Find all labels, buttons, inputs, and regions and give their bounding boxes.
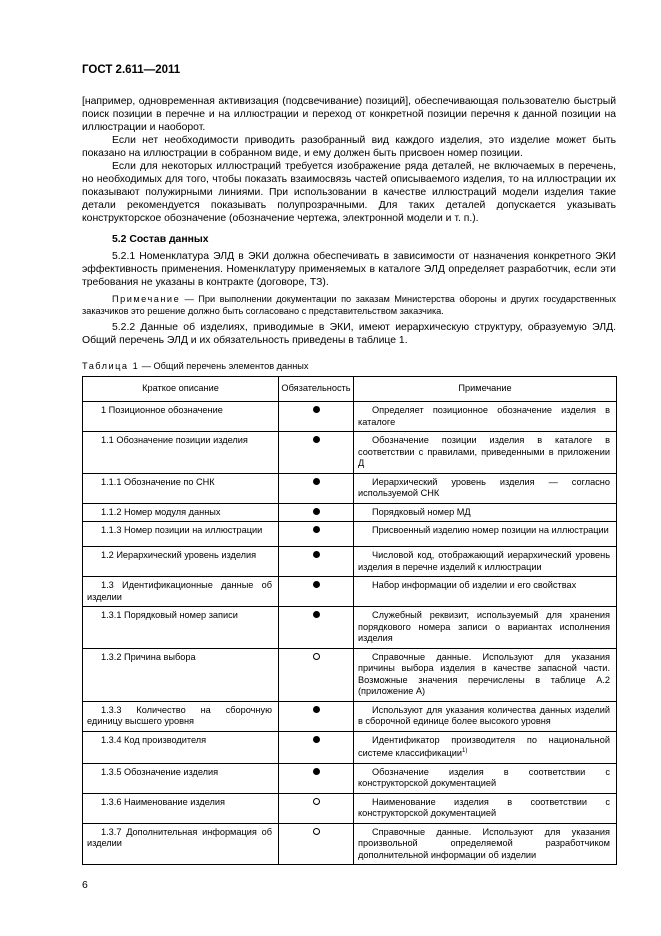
row-note bbox=[354, 402, 617, 432]
row-note-text: Иерархический уровень изделия — согласно используемой СНК bbox=[358, 476, 610, 498]
table-row bbox=[83, 503, 617, 522]
row-mandatory bbox=[279, 503, 354, 522]
header-mandatory: Обязательность bbox=[279, 377, 354, 402]
row-mandatory bbox=[279, 731, 354, 763]
row-note-text: Присвоенный изделию номер позиции на иллюстрации bbox=[372, 525, 609, 535]
row-note bbox=[354, 763, 617, 793]
row-mandatory bbox=[279, 522, 354, 547]
row-note-text: Идентификатор производителя по национальной системе классификации bbox=[358, 734, 610, 759]
row-note-text: Наименование изделия в соответствии с конструкторской документацией bbox=[358, 796, 610, 819]
row-note bbox=[354, 473, 617, 503]
row-description: 1.1 Обозначение позиции изделия bbox=[83, 432, 279, 474]
row-description: 1.1.1 Обозначение по СНК bbox=[83, 473, 279, 503]
table-row bbox=[83, 793, 617, 823]
note-text: — При выполнении документации по заказам Министерства обороны и других государственных заказчиков это решение должно быть согласовано с представительством заказчика. bbox=[82, 294, 616, 316]
mandatory-filled-circle-icon bbox=[313, 611, 320, 618]
row-note bbox=[354, 731, 617, 763]
row-note bbox=[354, 522, 617, 547]
mandatory-filled-circle-icon bbox=[313, 551, 320, 558]
optional-open-circle-icon bbox=[313, 653, 320, 660]
row-description: 1.3.2 Причина выбора bbox=[83, 648, 279, 701]
row-description: 1 Позиционное обозначение bbox=[83, 402, 279, 432]
mandatory-filled-circle-icon bbox=[313, 478, 320, 485]
table-row bbox=[83, 577, 617, 607]
section-heading: 5.2 Состав данных bbox=[112, 234, 209, 245]
row-note-text: Обозначение изделия в соответствии с конструкторской документацией bbox=[358, 766, 610, 789]
row-description: 1.3.4 Код производителя bbox=[83, 731, 279, 763]
row-description: 1.2 Иерархический уровень изделия bbox=[83, 547, 279, 577]
row-mandatory bbox=[279, 577, 354, 607]
row-mandatory bbox=[279, 432, 354, 474]
row-description: 1.3.5 Обозначение изделия bbox=[83, 763, 279, 793]
table-row bbox=[83, 522, 617, 547]
row-note-text: Порядковый номер МД bbox=[372, 506, 471, 517]
mandatory-filled-circle-icon bbox=[313, 526, 320, 533]
row-note-text: Набор информации об изделии и его свойствах bbox=[372, 580, 577, 590]
header-note: Примечание bbox=[354, 377, 617, 402]
mandatory-filled-circle-icon bbox=[313, 406, 320, 413]
row-description: 1.3 Идентификационные данные об изделии bbox=[83, 577, 279, 607]
mandatory-filled-circle-icon bbox=[313, 706, 320, 713]
table-row bbox=[83, 763, 617, 793]
row-note-text: Служебный реквизит, используемый для хранения порядкового номера записи о вариантах исполнения изделия bbox=[358, 610, 610, 643]
row-note-text: Используют для указания количества данных изделий в сборочной единице более высокого уровня bbox=[358, 704, 610, 726]
row-mandatory bbox=[279, 402, 354, 432]
table-body bbox=[83, 402, 617, 865]
mandatory-filled-circle-icon bbox=[313, 736, 320, 743]
row-mandatory bbox=[279, 763, 354, 793]
table-row bbox=[83, 701, 617, 731]
row-note bbox=[354, 547, 617, 577]
body-text bbox=[82, 95, 616, 347]
note bbox=[82, 293, 616, 317]
row-note bbox=[354, 503, 617, 522]
paragraph-1: [например, одновременная активизация (подсвечивание) позиций], обеспечивающая пользователю быстрый поиск позиции в перечне и на иллюстрации и переход от конкретной позиции перечня к данной позиции на иллюстрации и наоборот. bbox=[82, 96, 616, 133]
page-number: 6 bbox=[82, 880, 88, 891]
data-elements-table bbox=[82, 376, 617, 865]
row-note bbox=[354, 607, 617, 649]
table-row bbox=[83, 648, 617, 701]
row-mandatory bbox=[279, 793, 354, 823]
paragraph-2: Если нет необходимости приводить разобранный вид каждого изделия, это изделие может быть показано на иллюстрации в собранном виде, и ему должен быть присвоен номер позиции. bbox=[82, 135, 616, 159]
row-note-text: Справочные данные. Используют для указания причины выбора изделия в качестве запасной части. Возможные значения перечислены в таблице А.2 (приложение А) bbox=[358, 651, 610, 696]
row-description: 1.1.2 Номер модуля данных bbox=[83, 503, 279, 522]
note-label: Примечание bbox=[112, 294, 181, 304]
row-note bbox=[354, 701, 617, 731]
row-note bbox=[354, 793, 617, 823]
optional-open-circle-icon bbox=[313, 828, 320, 835]
table-row bbox=[83, 432, 617, 474]
row-description: 1.1.3 Номер позиции на иллюстрации bbox=[83, 522, 279, 547]
row-mandatory bbox=[279, 701, 354, 731]
row-mandatory bbox=[279, 547, 354, 577]
row-mandatory bbox=[279, 473, 354, 503]
row-note-text: Числовой код, отображающий иерархический уровень изделия в перечне изделий к иллюстрации bbox=[358, 550, 610, 572]
mandatory-filled-circle-icon bbox=[313, 436, 320, 443]
footnote-marker: 1) bbox=[461, 748, 468, 754]
mandatory-filled-circle-icon bbox=[313, 508, 320, 515]
table-row bbox=[83, 823, 617, 865]
row-description: 1.3.7 Дополнительная информация об изделии bbox=[83, 823, 279, 865]
row-note-text: Определяет позиционное обозначение изделия в каталоге bbox=[358, 405, 610, 427]
row-note bbox=[354, 432, 617, 474]
table-row bbox=[83, 402, 617, 432]
row-note bbox=[354, 823, 617, 865]
table-row bbox=[83, 547, 617, 577]
table-caption-text: — Общий перечень элементов данных bbox=[139, 361, 309, 371]
optional-open-circle-icon bbox=[313, 798, 320, 805]
table-row bbox=[83, 607, 617, 649]
table-row bbox=[83, 473, 617, 503]
mandatory-filled-circle-icon bbox=[313, 581, 320, 588]
header-description: Краткое описание bbox=[83, 377, 279, 402]
row-description: 1.3.3 Количество на сборочную единицу высшего уровня bbox=[83, 701, 279, 731]
table-caption bbox=[82, 361, 309, 371]
mandatory-filled-circle-icon bbox=[313, 768, 320, 775]
row-description: 1.3.6 Наименование изделия bbox=[83, 793, 279, 823]
table-row bbox=[83, 731, 617, 763]
row-note bbox=[354, 577, 617, 607]
table-caption-label: Таблица 1 bbox=[82, 361, 140, 371]
table-header-row bbox=[83, 377, 617, 402]
row-mandatory bbox=[279, 607, 354, 649]
paragraph-5-2-2: 5.2.2 Данные об изделиях, приводимые в ЭКИ, имеют иерархическую структуру, образуемую ЭЛД. Общий перечень ЭЛД и их обязательность приведены в таблице 1. bbox=[82, 322, 616, 346]
row-mandatory bbox=[279, 823, 354, 865]
row-note bbox=[354, 648, 617, 701]
paragraph-3: Если для некоторых иллюстраций требуется изображение ряда деталей, не включаемых в перечень, но необходимых для того, чтобы показать взаимосвязь частей описываемого изделия, то на иллюстрации их показывают полужирными линиями. При использовании в качестве иллюстраций модели изделия такие детали рекомендуется показывать полупрозрачными. Для таких деталей допускается указывать конструкторское обозначение (обозначение чертежа, электронной модели и т. п.). bbox=[82, 161, 616, 224]
paragraph-5-2-1: 5.2.1 Номенклатура ЭЛД в ЭКИ должна обеспечивать в зависимости от назначения конкретного ЭКИ эффективность применения. Номенклатуру применяемых в каталоге ЭЛД определяет разработчик, если эти требования не указаны в контракте (договоре, ТЗ). bbox=[82, 251, 616, 288]
row-mandatory bbox=[279, 648, 354, 701]
row-description: 1.3.1 Порядковый номер записи bbox=[83, 607, 279, 649]
document-header: ГОСТ 2.611—2011 bbox=[82, 64, 181, 76]
row-note-text: Обозначение позиции изделия в каталоге в соответствии с правилами, приведенными в приложении Д bbox=[358, 435, 610, 468]
row-note-text: Справочные данные. Используют для указания произвольной определяемой разработчиком дополнительной информации об изделии bbox=[358, 826, 610, 860]
